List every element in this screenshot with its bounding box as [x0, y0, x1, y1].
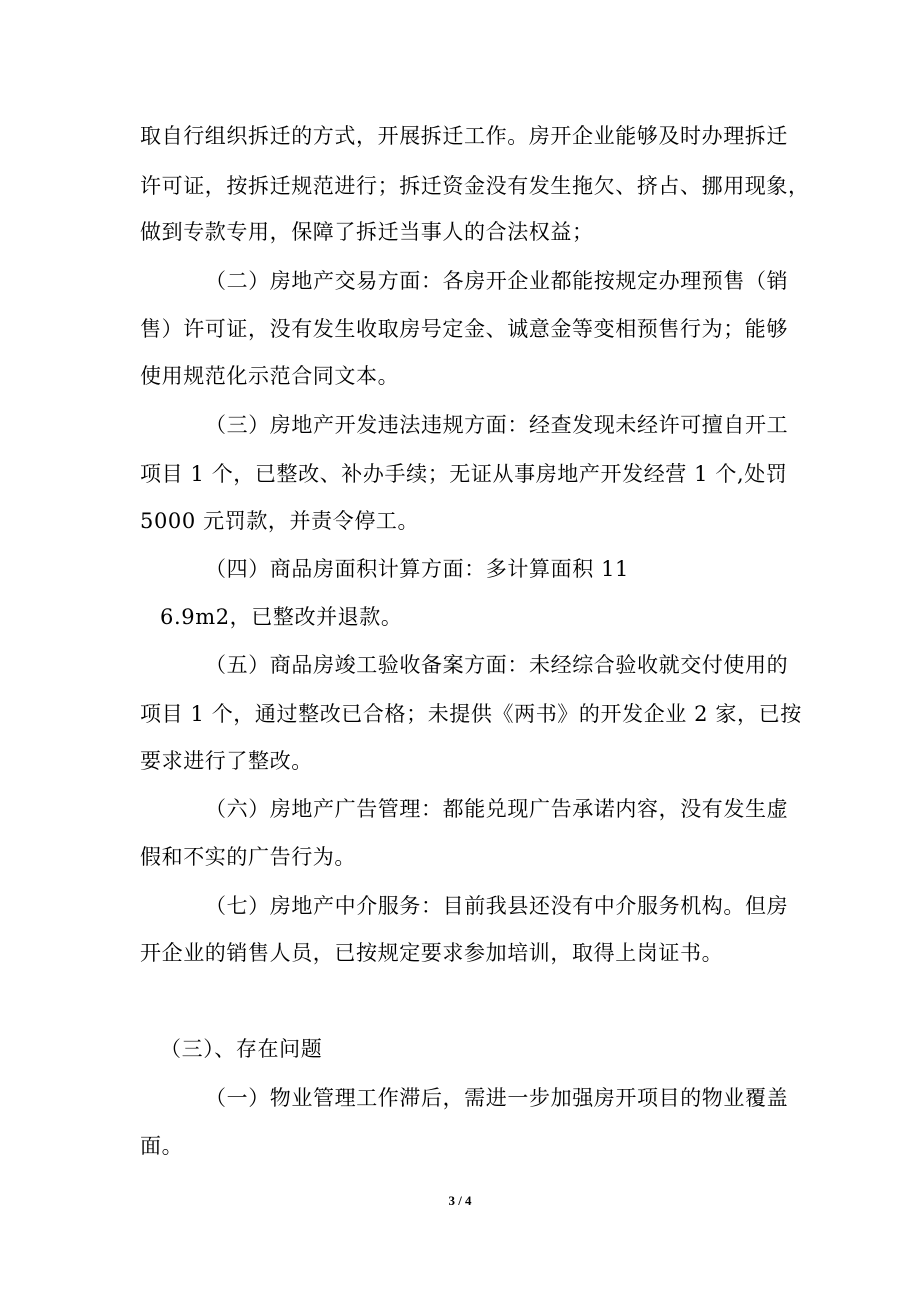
paragraph-line: 项目 1 个，已整改、补办手续；无证从事房地产开发经营 1 个,处罚 [140, 462, 788, 486]
paragraph-line: （三）房地产开发违法违规方面：经查发现未经许可擅自开工 [205, 413, 789, 437]
section-heading: （三）、存在问题 [160, 1037, 323, 1061]
paragraph-line: 面。 [140, 1134, 184, 1158]
paragraph-line: （一）物业管理工作滞后，需进一步加强房开项目的物业覆盖 [205, 1086, 789, 1110]
page-number: 3 / 4 [448, 1193, 472, 1208]
paragraph-line: 6.9m2，已整改并退款。 [160, 605, 403, 629]
paragraph-line: 取自行组织拆迁的方式，开展拆迁工作。房开企业能够及时办理拆迁 [140, 124, 788, 148]
paragraph-line: （七）房地产中介服务：目前我县还没有中介服务机构。但房 [205, 894, 789, 918]
paragraph-line: 要求进行了整改。 [140, 749, 313, 773]
paragraph-line: 5000 元罚款，并责令停工。 [140, 509, 420, 533]
paragraph-line: 使用规范化示范合同文本。 [140, 364, 400, 388]
paragraph-line: 做到专款专用，保障了拆迁当事人的合法权益； [140, 220, 594, 244]
paragraph-line: 项目 1 个，通过整改已合格；未提供《两书》的开发企业 2 家，已按 [140, 702, 802, 726]
paragraph-line: （二）房地产交易方面：各房开企业都能按规定办理预售（销 [205, 269, 789, 293]
paragraph-line: （四）商品房面积计算方面：多计算面积 11 [205, 557, 629, 581]
paragraph-line: （六）房地产广告管理：都能兑现广告承诺内容，没有发生虚 [205, 797, 789, 821]
paragraph-line: 开企业的销售人员，已按规定要求参加培训，取得上岗证书。 [140, 941, 724, 965]
paragraph-line: （五）商品房竣工验收备案方面：未经综合验收就交付使用的 [205, 653, 789, 677]
paragraph-line: 许可证，按拆迁规范进行；拆迁资金没有发生拖欠、挤占、挪用现象， [140, 174, 810, 198]
paragraph-line: 假和不实的广告行为。 [140, 845, 356, 869]
paragraph-line: 售）许可证，没有发生收取房号定金、诚意金等变相预售行为；能够 [140, 317, 788, 341]
